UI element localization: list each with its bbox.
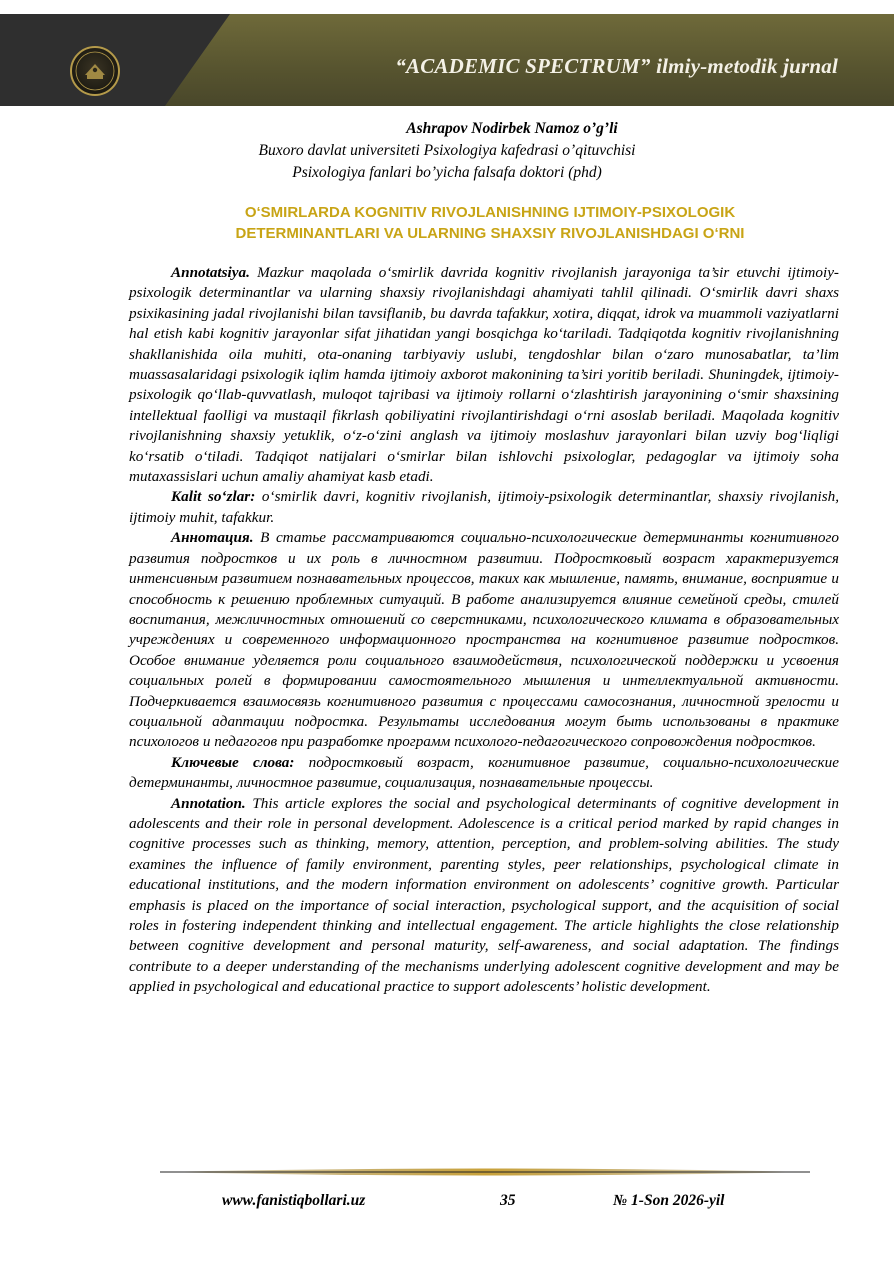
academic-spectrum-logo-icon (72, 48, 118, 94)
journal-title: “ACADEMIC SPECTRUM” ilmiy-metodik jurnal (395, 54, 838, 78)
keywords-uz (129, 487, 839, 528)
article-title-line-1: O‘SMIRLARDA KOGNITIV RIVOJLANISHNING IJTIMOIY-PSIXOLOGIK (244, 204, 736, 221)
keywords-uz-text: o‘smirlik davri, kognitiv rivojlanish, ijtimoiy-psixologik determinantlar, shaxsiy rivojlanish, ijtimoiy muhit, tafakkur. (129, 488, 840, 526)
keywords-ru-label: Ключевые слова: (171, 753, 295, 771)
article-title (150, 202, 830, 244)
author-affiliation-1: Buxoro davlat universiteti Psixologiya kafedrasi o’qituvchisi (258, 142, 636, 159)
footer-divider (160, 1166, 810, 1178)
footer-website[interactable]: www.fanistiqbollari.uz (222, 1192, 366, 1209)
keywords-ru (129, 753, 839, 794)
footer-issue: № 1-Son 2026-yil (613, 1192, 725, 1209)
abstract-en (129, 794, 839, 998)
keywords-ru-text: подростковый возраст, когнитивное развитие, социально-психологические детерминанты, личностное развитие, социализация, познавательные процессы. (129, 753, 839, 792)
abstract-uz-text: Mazkur maqolada o‘smirlik davrida kognitiv rivojlanish jarayoniga ta’sir etuvchi ijtimoiy-psixologik determinantlar va ularning shaxsiy rivojlanishdagi ahamiyati tahlil qilinadi. O‘smirlik davri shaxs psixikasining jadal rivojlanishi bilan tavsiflanib, bu davrda tafakkur, xotira, diqqat, idrok va muammoli vaziyatlarni hal etish kabi kognitiv jarayonlar sifat jihatidan yangi bosqichga ko‘tariladi. Tadqiqotda kognitiv rivojlanishning shakllanishida oila muhiti, ota-onaning tarbiyaviy uslubi, tengdoshlar bilan o‘zaro munosabatlar, ta’lim muassasalaridagi psixologik iqlim hamda ijtimoiy axborot makonining ta’siri yoritib beriladi. Shuningdek, ijtimoiy-psixologik qo‘llab-quvvatlash, muloqot tajribasi va ijtimoiy rollarni o‘zlashtirish jarayonining o‘smir shaxsining intellektual faolligi va mustaqil fikrlash qobiliyatini rivojlantirishdagi o‘rni asoslab beriladi. Maqolada kognitiv rivojlanishning shaxsiy yetuklik, o‘z-o‘zini anglash va ijtimoiy moslashuv jarayonlari bilan uzviy bog‘liqligi ko‘rsatib o‘tiladi. Tadqiqot natijalari o‘smirlar bilan ishlovchi psixologlar, pedagoglar va ijtimoiy soha mutaxassislari uchun amaliy ahamiyat kasb etadi. (129, 264, 839, 486)
abstract-ru-label: Аннотация. (171, 529, 254, 547)
abstract-ru (129, 528, 839, 752)
author-name: Ashrapov Nodirbek Namoz o’g’li (406, 120, 618, 137)
author-block (0, 118, 894, 184)
journal-header-band (0, 14, 894, 106)
article-body (129, 263, 839, 998)
article-title-line-2: DETERMINANTLARI VA ULARNING SHAXSIY RIVOJLANISHDAGI O‘RNI (235, 225, 745, 242)
keywords-uz-label: Kalit so‘zlar: (171, 488, 256, 506)
abstract-en-text: This article explores the social and psychological determinants of cognitive development in adolescents and their role in personal development. Adolescence is a critical period marked by rapid changes in cognitive processes such as thinking, memory, attention, perception, and problem-solving abilities. The study examines the influence of family environment, parenting styles, peer relationships, psychological climate in educational institutions, and the modern information environment on adolescents’ cognitive growth. Particular emphasis is placed on the importance of social interaction, psychological support, and the acquisition of social roles in fostering independent thinking and intellectual engagement. The article highlights the close relationship between cognitive development and personal maturity, self-awareness, and social adaptation. The findings contribute to a deeper understanding of the mechanisms underlying adolescent cognitive development and may be applied in psychological and educational practice to support adolescents’ holistic development. (129, 794, 839, 996)
journal-logo (70, 46, 120, 96)
abstract-uz (129, 263, 839, 487)
abstract-en-label: Annotation. (171, 794, 246, 812)
abstract-uz-label: Annotatsiya. (171, 264, 250, 281)
abstract-ru-text: В статье рассматриваются социально-психологические детерминанты когнитивного развития подростков и их роль в личностном развитии. Подростковый возраст характеризуется интенсивным развитием познавательных процессов, таких как мышление, память, внимание, восприятие и способность к решению проблемных ситуаций. В работе анализируется влияние семейной среды, стилей воспитания, межличностных отношений со сверстниками, психологического климата в образовательных учреждениях и современного информационного пространства на когнитивное развитие подростков. Особое внимание уделяется роли социального взаимодействия, психологической поддержки и усвоения социальных ролей в формировании самостоятельного мышления и интеллектуальной активности. Подчеркивается взаимосвязь когнитивного развития с процессами самосознания, личностной зрелости и социальной адаптации подростка. Результаты исследования могут быть использованы в практике психологов и педагогов при разработке программ психолого-педагогического сопровождения подростков. (129, 529, 839, 751)
author-affiliation-2: Psixologiya fanlari bo’yicha falsafa doktori (phd) (292, 164, 602, 181)
footer-page-number: 35 (500, 1192, 516, 1209)
